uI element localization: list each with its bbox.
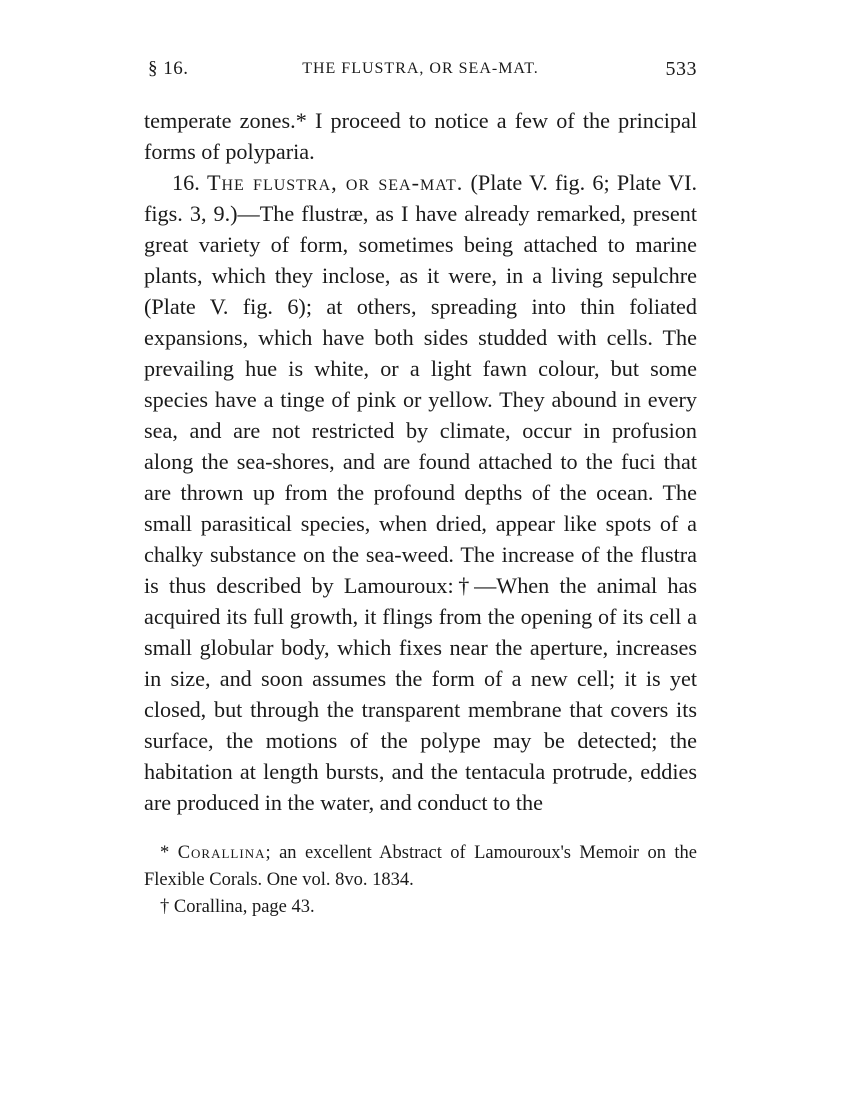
running-title: THE FLUSTRA, OR SEA-MAT. [302, 60, 539, 77]
opening-paragraph: temperate zones.* I proceed to notice a few of the principal forms of polyparia. [144, 108, 697, 164]
footnote-1-marker: * [160, 843, 178, 863]
book-page [144, 58, 697, 921]
section-text: (Plate V. fig. 6; Plate VI. figs. 3, 9.)—The flustræ, as I have already remarked, present great variety of form, sometimes being attached to marine plants, which they inclose, as it were, in a living sepulchre (Plate V. fig. 6); at others, spreading into thin foliated expansions, which have both sides studded with cells. The prevailing hue is white, or a light fawn colour, but some species have a tinge of pink or yellow. They abound in every sea, and are not restricted by climate, occur in profusion along the sea-shores, and are found attached to the fuci that are thrown up from the profound depths of the ocean. The small parasitical species, when dried, appear like spots of a chalky substance on the sea-weed. The increase of the flustra is thus described by Lamouroux:†—When the animal has acquired its full growth, it flings from the opening of its cell a small globular body, which fixes near the aperture, increases in size, and soon assumes the form of a new cell; it is yet closed, but through the transparent membrane that covers its surface, the motions of the polype may be detected; the habitation at length bursts, and the tentacula protrude, eddies are produced in the water, and conduct to the [144, 170, 698, 815]
footnote-1 [144, 840, 697, 894]
page-number: 533 [665, 58, 697, 80]
section-marker: § 16. [148, 58, 189, 79]
running-head [144, 58, 697, 90]
section-heading: The flustra, or sea-mat. [206, 170, 464, 195]
footnote-1-text: ; an excellent Abstract of Lamouroux's Memoir on the Flexible Corals. One vol. 8vo. 1834. [144, 843, 698, 890]
footnotes [144, 840, 697, 921]
section-paragraph [144, 167, 697, 818]
footnote-1-title: Corallina [177, 843, 266, 863]
body-text [144, 105, 697, 818]
section-number: 16. [172, 170, 200, 195]
footnote-2: † Corallina, page 43. [160, 897, 315, 917]
